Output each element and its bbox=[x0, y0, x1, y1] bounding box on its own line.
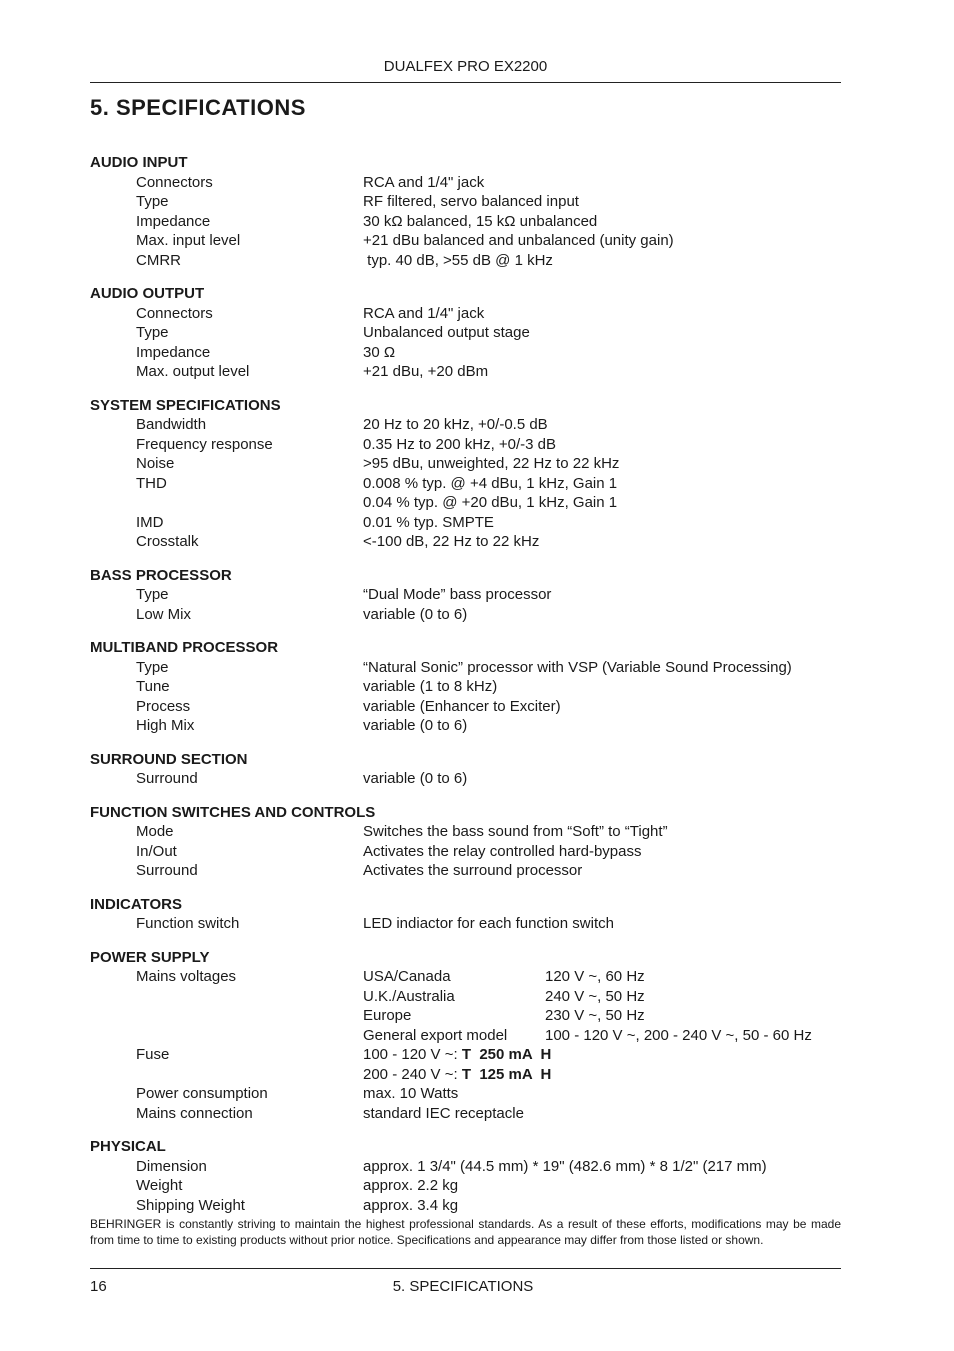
spec-row bbox=[90, 1176, 850, 1196]
spec-label: Noise bbox=[136, 455, 175, 472]
spec-value: max. 10 Watts bbox=[363, 1085, 459, 1102]
footer-section-title: 5. SPECIFICATIONS bbox=[392, 1278, 534, 1295]
section-title: MULTIBAND PROCESSOR bbox=[90, 639, 279, 656]
spec-value: standard IEC receptacle bbox=[363, 1104, 524, 1122]
fuse-rating: T 125 mA H bbox=[461, 1065, 552, 1083]
spec-label bbox=[90, 987, 363, 1007]
spec-row bbox=[90, 1196, 850, 1216]
spec-row bbox=[90, 697, 850, 717]
spec-value-cell bbox=[363, 585, 850, 605]
spec-value: 230 V ~, 50 Hz bbox=[545, 1007, 645, 1024]
spec-row bbox=[90, 513, 850, 533]
spec-row bbox=[90, 1045, 850, 1065]
footer-divider bbox=[90, 1268, 841, 1269]
spec-label bbox=[90, 1065, 363, 1085]
section-title: SURROUND SECTION bbox=[90, 750, 248, 768]
spec-label: Surround bbox=[136, 770, 198, 787]
spec-value-cell bbox=[363, 532, 850, 552]
spec-label: IMD bbox=[136, 513, 164, 531]
spec-value: 0.008 % typ. @ +4 dBu, 1 kHz, Gain 1 bbox=[363, 474, 618, 492]
spec-row bbox=[90, 605, 850, 625]
spec-section bbox=[90, 1137, 850, 1215]
spec-row bbox=[90, 192, 850, 212]
spec-label: In/Out bbox=[136, 842, 177, 860]
spec-value-cell bbox=[363, 1157, 850, 1177]
spec-row bbox=[90, 967, 850, 987]
spec-label: Max. input level bbox=[136, 232, 241, 249]
section-title: AUDIO OUTPUT bbox=[90, 285, 205, 302]
spec-label: Type bbox=[136, 324, 169, 341]
spec-value: “Natural Sonic” processor with VSP (Variable Sound Processing) bbox=[363, 658, 792, 676]
spec-value-cell bbox=[363, 987, 850, 1007]
spec-label bbox=[90, 1026, 363, 1046]
spec-value: approx. 1 3/4" (44.5 mm) * 19" (482.6 mm) * 8 1/2" (217 mm) bbox=[363, 1157, 767, 1175]
spec-section bbox=[90, 803, 850, 881]
spec-row bbox=[90, 585, 850, 605]
spec-row bbox=[90, 914, 850, 934]
spec-value: 0.04 % typ. @ +20 dBu, 1 kHz, Gain 1 bbox=[363, 494, 618, 511]
section-title: SYSTEM SPECIFICATIONS bbox=[90, 396, 281, 414]
spec-value: “Dual Mode” bass processor bbox=[363, 586, 552, 603]
spec-row bbox=[90, 716, 850, 736]
spec-value-cell bbox=[363, 716, 850, 736]
spec-row bbox=[90, 842, 850, 862]
spec-section bbox=[90, 566, 850, 625]
spec-value-cell bbox=[363, 1006, 850, 1026]
spec-label: Bandwidth bbox=[136, 416, 207, 433]
spec-row bbox=[90, 1157, 850, 1177]
spec-section bbox=[90, 895, 850, 934]
spec-value-cell bbox=[363, 769, 850, 789]
spec-row bbox=[90, 677, 850, 697]
spec-value: variable (Enhancer to Exciter) bbox=[363, 697, 561, 715]
spec-value: 0.01 % typ. SMPTE bbox=[363, 513, 494, 531]
spec-row bbox=[90, 251, 850, 271]
spec-value-cell bbox=[363, 1084, 850, 1104]
spec-label: Dimension bbox=[136, 1157, 207, 1175]
spec-value-cell bbox=[363, 212, 850, 232]
spec-value: LED indiactor for each function switch bbox=[363, 915, 614, 932]
spec-row bbox=[90, 435, 850, 455]
spec-row bbox=[90, 861, 850, 881]
spec-value: 0.35 Hz to 200 kHz, +0/-3 dB bbox=[363, 435, 557, 453]
spec-row bbox=[90, 532, 850, 552]
spec-value-cell bbox=[363, 474, 850, 494]
spec-value: 120 V ~, 60 Hz bbox=[545, 968, 645, 985]
spec-section bbox=[90, 396, 850, 552]
spec-value-cell bbox=[363, 323, 850, 343]
disclaimer-note: BEHRINGER is constantly striving to maintain the highest professional standards. As a result of these efforts, modifications may be made from time to time to existing products without prior notice. Specifications and appearance may differ from those listed or shown. bbox=[90, 1217, 841, 1247]
spec-row bbox=[90, 231, 850, 251]
page-number: 16 bbox=[90, 1278, 107, 1295]
spec-value: RCA and 1/4" jack bbox=[363, 173, 485, 191]
spec-row bbox=[90, 415, 850, 435]
page-title: 5. SPECIFICATIONS bbox=[90, 95, 306, 120]
spec-value: variable (0 to 6) bbox=[363, 770, 468, 787]
spec-section bbox=[90, 750, 850, 789]
spec-row bbox=[90, 343, 850, 363]
spec-value-cell bbox=[363, 173, 850, 193]
section-title: AUDIO INPUT bbox=[90, 154, 188, 171]
spec-label: Weight bbox=[136, 1177, 183, 1194]
spec-section bbox=[90, 638, 850, 736]
spec-row bbox=[90, 362, 850, 382]
spec-value-cell bbox=[363, 658, 850, 678]
spec-value: 30 kΩ balanced, 15 kΩ unbalanced bbox=[363, 212, 598, 230]
spec-value-cell bbox=[363, 435, 850, 455]
spec-value-cell bbox=[363, 513, 850, 533]
spec-value: 100 - 120 V ~: bbox=[363, 1046, 462, 1063]
spec-label: Surround bbox=[136, 862, 198, 879]
spec-value-cell bbox=[363, 697, 850, 717]
spec-region: General export model bbox=[363, 1026, 508, 1044]
spec-value: +21 dBu, +20 dBm bbox=[363, 363, 489, 380]
spec-value-cell bbox=[363, 605, 850, 625]
spec-value: Unbalanced output stage bbox=[363, 324, 530, 341]
spec-value: 240 V ~, 50 Hz bbox=[545, 987, 645, 1005]
spec-value-cell bbox=[363, 454, 850, 474]
spec-row bbox=[90, 173, 850, 193]
spec-value-cell bbox=[363, 1104, 850, 1124]
spec-value-cell bbox=[363, 842, 850, 862]
spec-label: Fuse bbox=[136, 1046, 170, 1063]
spec-label bbox=[90, 493, 363, 513]
spec-value: RF filtered, servo balanced input bbox=[363, 193, 579, 210]
header-divider bbox=[90, 82, 841, 83]
spec-value: +21 dBu balanced and unbalanced (unity gain) bbox=[363, 232, 674, 249]
spec-label: Max. output level bbox=[136, 363, 250, 380]
spec-row bbox=[90, 454, 850, 474]
section-title: BASS PROCESSOR bbox=[90, 566, 232, 584]
spec-region: Europe bbox=[363, 1007, 412, 1024]
spec-row bbox=[90, 474, 850, 494]
spec-value: 30 Ω bbox=[363, 343, 396, 361]
spec-row bbox=[90, 304, 850, 324]
spec-row bbox=[90, 769, 850, 789]
spec-value-cell bbox=[363, 1026, 850, 1046]
spec-label: Tune bbox=[136, 678, 170, 695]
spec-row bbox=[90, 493, 850, 513]
spec-section bbox=[90, 153, 850, 270]
spec-row bbox=[90, 212, 850, 232]
spec-value: Switches the bass sound from “Soft” to “Tight” bbox=[363, 823, 668, 840]
spec-label: Impedance bbox=[136, 343, 211, 361]
spec-label: Connectors bbox=[136, 304, 213, 322]
spec-label: Type bbox=[136, 658, 169, 676]
spec-value-cell bbox=[363, 1045, 850, 1065]
spec-value: Activates the relay controlled hard-bypass bbox=[363, 842, 642, 860]
spec-value-cell bbox=[363, 343, 850, 363]
spec-label: Mains voltages bbox=[136, 968, 237, 985]
section-title: PHYSICAL bbox=[90, 1138, 166, 1155]
spec-label: Low Mix bbox=[136, 605, 192, 623]
spec-value-cell bbox=[363, 914, 850, 934]
spec-value-cell bbox=[363, 493, 850, 513]
spec-value-cell bbox=[363, 861, 850, 881]
spec-row bbox=[90, 987, 850, 1007]
section-title: INDICATORS bbox=[90, 895, 182, 913]
spec-row bbox=[90, 323, 850, 343]
spec-value-cell bbox=[363, 1065, 850, 1085]
spec-row bbox=[90, 1104, 850, 1124]
fuse-rating: T 250 mA H bbox=[461, 1046, 552, 1063]
section-title: FUNCTION SWITCHES AND CONTROLS bbox=[90, 803, 376, 821]
spec-label: Power consumption bbox=[136, 1085, 268, 1102]
spec-section bbox=[90, 284, 850, 382]
spec-label: Type bbox=[136, 193, 169, 210]
spec-value-cell bbox=[363, 967, 850, 987]
spec-region: USA/Canada bbox=[363, 968, 451, 985]
spec-value: >95 dBu, unweighted, 22 Hz to 22 kHz bbox=[363, 455, 620, 472]
spec-value: approx. 3.4 kg bbox=[363, 1196, 459, 1214]
spec-label: High Mix bbox=[136, 717, 195, 734]
spec-value: typ. 40 dB, >55 dB @ 1 kHz bbox=[363, 251, 553, 269]
spec-label: Mains connection bbox=[136, 1104, 253, 1122]
spec-value: approx. 2.2 kg bbox=[363, 1177, 459, 1194]
spec-value-cell bbox=[363, 362, 850, 382]
spec-value-cell bbox=[363, 304, 850, 324]
spec-label: Process bbox=[136, 697, 191, 715]
spec-value-cell bbox=[363, 192, 850, 212]
spec-value: variable (0 to 6) bbox=[363, 717, 468, 734]
spec-row bbox=[90, 1006, 850, 1026]
spec-row bbox=[90, 1026, 850, 1046]
spec-label: Impedance bbox=[136, 212, 211, 230]
spec-value-cell bbox=[363, 1176, 850, 1196]
spec-label: Frequency response bbox=[136, 435, 273, 453]
spec-value: 200 - 240 V ~: bbox=[363, 1065, 462, 1083]
section-title: POWER SUPPLY bbox=[90, 948, 210, 966]
spec-row bbox=[90, 1065, 850, 1085]
spec-row bbox=[90, 1084, 850, 1104]
spec-label: CMRR bbox=[136, 251, 181, 269]
spec-value-cell bbox=[363, 822, 850, 842]
spec-value-cell bbox=[363, 415, 850, 435]
spec-row bbox=[90, 658, 850, 678]
spec-value-cell bbox=[363, 1196, 850, 1216]
spec-value-cell bbox=[363, 251, 850, 271]
spec-value-cell bbox=[363, 677, 850, 697]
header-title: DUALFEX PRO EX2200 bbox=[383, 58, 548, 75]
spec-value: 20 Hz to 20 kHz, +0/-0.5 dB bbox=[363, 416, 548, 433]
spec-label: Mode bbox=[136, 823, 174, 840]
spec-label: Function switch bbox=[136, 915, 240, 932]
spec-label: Type bbox=[136, 586, 169, 603]
spec-label: Shipping Weight bbox=[136, 1196, 245, 1214]
spec-row bbox=[90, 822, 850, 842]
spec-label bbox=[90, 1006, 363, 1026]
spec-value: <-100 dB, 22 Hz to 22 kHz bbox=[363, 533, 540, 550]
spec-value: variable (1 to 8 kHz) bbox=[363, 678, 498, 695]
specifications-list bbox=[90, 153, 850, 1229]
spec-value-cell bbox=[363, 231, 850, 251]
spec-section bbox=[90, 948, 850, 1124]
spec-label: THD bbox=[136, 474, 167, 492]
spec-value: variable (0 to 6) bbox=[363, 605, 468, 623]
spec-label: Connectors bbox=[136, 173, 213, 191]
spec-value: 100 - 120 V ~, 200 - 240 V ~, 50 - 60 Hz bbox=[545, 1026, 812, 1044]
spec-label: Crosstalk bbox=[136, 533, 199, 550]
spec-value: RCA and 1/4" jack bbox=[363, 304, 485, 322]
spec-value: Activates the surround processor bbox=[363, 862, 583, 879]
spec-region: U.K./Australia bbox=[363, 987, 455, 1005]
